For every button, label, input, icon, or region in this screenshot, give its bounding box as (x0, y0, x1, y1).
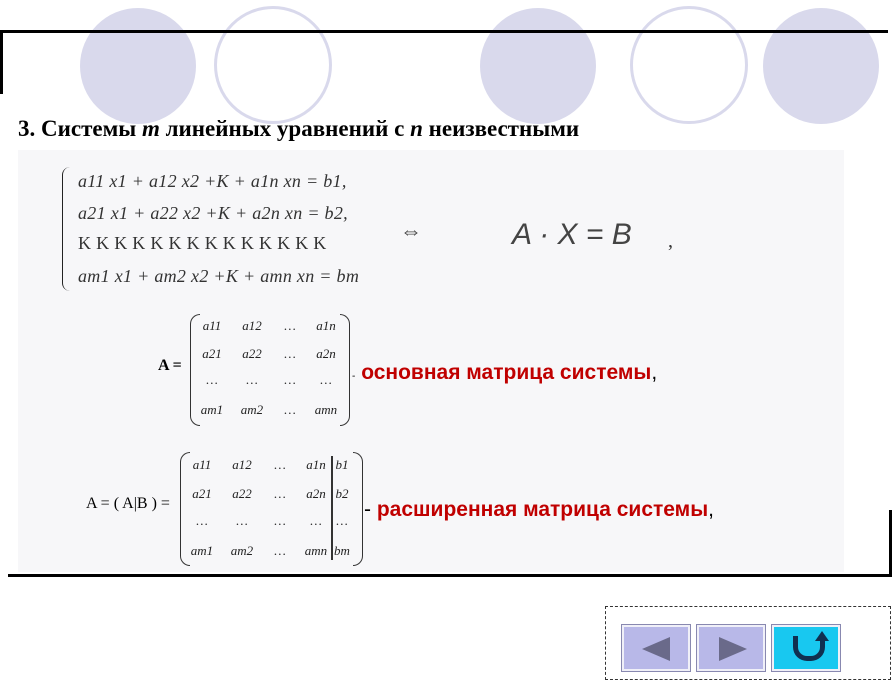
matrix-cell: … (320, 372, 332, 387)
extended-matrix-text: расширенная матрица системы (376, 498, 709, 521)
matrix-cell: … (236, 513, 248, 528)
matrix-cell: a2n (316, 346, 336, 361)
previous-slide-button[interactable] (622, 625, 690, 671)
matrix-cell: … (206, 372, 218, 387)
triangle-right-icon (719, 637, 747, 661)
decor-circle-5 (763, 8, 879, 124)
extended-matrix-description (364, 498, 714, 522)
next-slide-button[interactable] (697, 625, 765, 671)
system-row-3: K K K K K K K K K K K K K K (78, 233, 327, 253)
extended-matrix-label: A = ( A|B ) = (86, 495, 170, 512)
matrix-cell: … (284, 346, 296, 361)
system-row-4: am1 x1 + am2 x2 +K + amn xn = bm (78, 266, 360, 286)
slide-title: 3. Системы m линейных уравнений с n неизвестными (18, 116, 580, 141)
right-rule (889, 510, 892, 577)
matrix-cell: … (274, 486, 286, 501)
matrix-cell: … (336, 513, 348, 528)
matrix-cell: a1n (306, 457, 326, 472)
system-brace (62, 167, 75, 291)
return-button[interactable] (772, 625, 840, 671)
matrix-cell: a12 (242, 318, 262, 333)
triangle-left-icon (642, 637, 670, 661)
extended-matrix-tail: , (708, 498, 714, 521)
matrix-cell: a22 (242, 346, 262, 361)
matrix-cell: a21 (202, 346, 222, 361)
matrix-cell: amn (314, 402, 338, 417)
matrix-equation: A · X = B (512, 218, 632, 251)
bottom-rule (8, 574, 892, 577)
matrix-cell: am2 (230, 543, 254, 558)
matrix-cell: … (284, 372, 296, 387)
main-matrix-tail: , (651, 361, 658, 384)
matrix-cell: amn (304, 543, 328, 558)
matrix-cell: a12 (232, 457, 252, 472)
main-matrix-dash: - (352, 371, 356, 382)
main-matrix-text: основная матрица системы (361, 361, 652, 384)
matrix-cell: a11 (192, 457, 212, 472)
title-variable-n: n (410, 116, 423, 141)
matrix-cell: a2n (306, 486, 326, 501)
matrix-cell: … (246, 372, 258, 387)
system-row-1: a11 x1 + a12 x2 +K + a1n xn = b1, (78, 171, 347, 191)
matrix-cell: … (196, 513, 208, 528)
matrix-cell: … (274, 513, 286, 528)
matrix-cell: … (284, 402, 296, 417)
decor-circle-3 (480, 8, 596, 124)
decor-circle-1 (80, 8, 196, 124)
matrix-cell: bm (334, 543, 350, 558)
matrix-cell: a11 (202, 318, 222, 333)
equivalence-symbol: ⇔ (400, 218, 422, 243)
matrix-cell: a21 (192, 486, 212, 501)
matrix-cell: a1n (316, 318, 336, 333)
matrix-cell: … (284, 318, 296, 333)
extended-matrix-dash: - (364, 498, 371, 521)
matrix-cell: … (310, 513, 322, 528)
decor-circle-4 (630, 6, 748, 124)
equation-comma: , (668, 230, 673, 252)
top-rule (0, 30, 888, 33)
main-matrix-description (352, 361, 657, 385)
matrix-cell: b2 (335, 486, 349, 501)
matrix-cell: a22 (232, 486, 252, 501)
system-row-2: a21 x1 + a22 x2 +K + a2n xn = b2, (78, 203, 348, 223)
main-matrix-label: A = (158, 357, 182, 374)
matrix-cell: am2 (240, 402, 264, 417)
matrix-cell: … (274, 543, 286, 558)
matrix-cell: am1 (190, 543, 214, 558)
decor-circle-2 (214, 6, 332, 124)
matrix-cell: … (274, 457, 286, 472)
matrix-cell: am1 (200, 402, 224, 417)
title-variable-m: m (141, 116, 160, 141)
left-rule (0, 30, 3, 94)
matrix-cell: b1 (335, 457, 349, 472)
